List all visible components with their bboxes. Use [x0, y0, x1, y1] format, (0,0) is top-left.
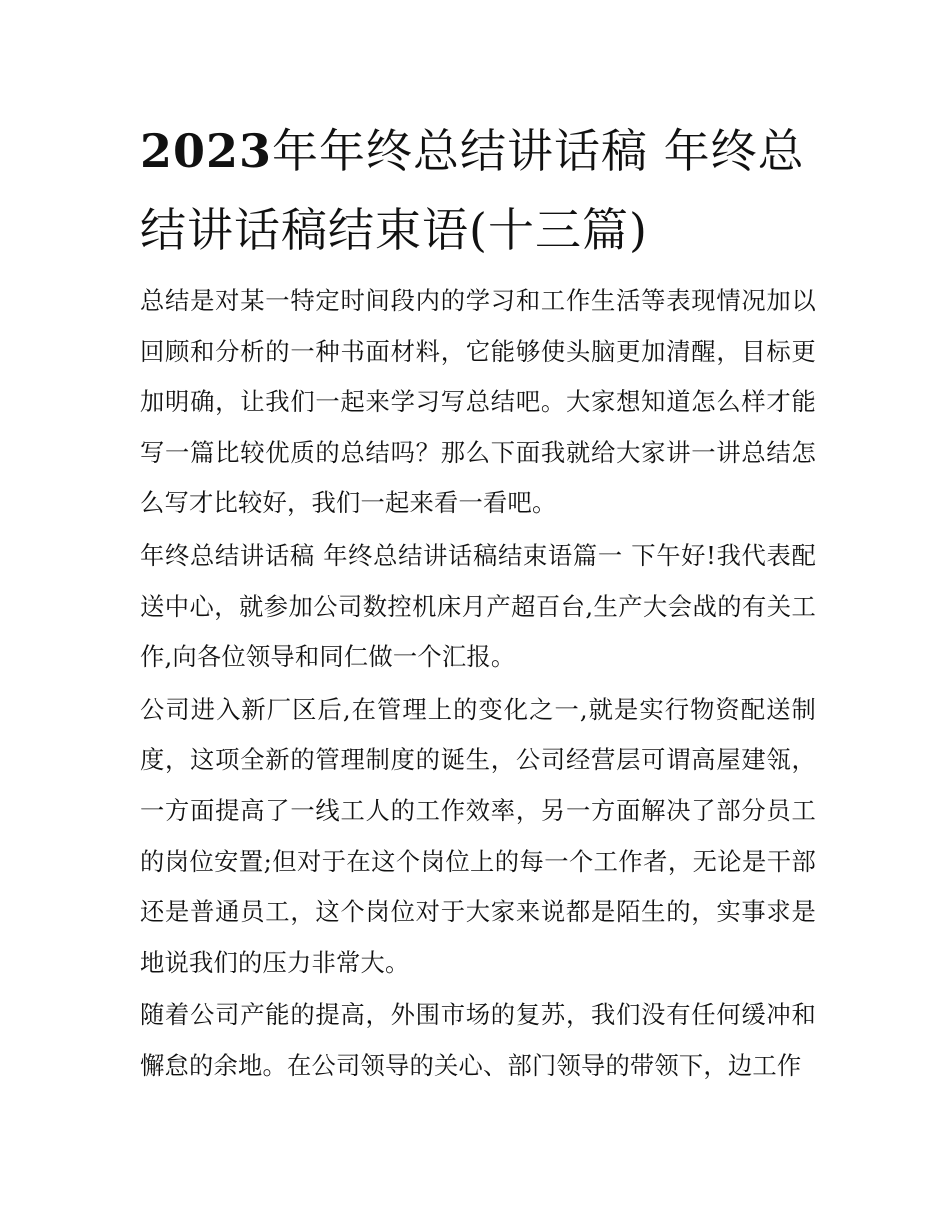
paragraph-delivery-system: 公司进入新厂区后,在管理上的变化之一,就是实行物资配送制度，这项全新的管理制度的诞生，公司经营层可谓高屋建瓴，一方面提高了一线工人的工作效率，另一方面解决了部分员工的岗位安置;但对于在这个岗位上的每一个工作者，无论是干部还是普通员工，这个岗位对于大家来说都是陌生的，实事求是地说我们的压力非常大。 — [140, 694, 816, 977]
paragraph-intro: 总结是对某一特定时间段内的学习和工作生活等表现情况加以回顾和分析的一种书面材料，它能够使头脑更加清醒，目标更加明确，让我们一起来学习写总结吧。大家想知道怎么样才能写一篇比较优质的总结吗？那么下面我就给大家讲一讲总结怎么写才比较好，我们一起来看一看吧。 — [140, 286, 816, 518]
title-text: 年年终总结讲话稿 年终总结讲话稿结束语(十三篇) — [140, 124, 805, 257]
paragraph-capacity: 随着公司产能的提高，外围市场的复苏，我们没有任何缓冲和懈怠的余地。在公司领导的关心、部门领导的带领下，边工作 — [140, 1000, 816, 1080]
title-year: 2023 — [140, 124, 273, 178]
document-body — [140, 276, 816, 1094]
document-title — [140, 112, 820, 270]
paragraph-greeting: 年终总结讲话稿 年终总结讲话稿结束语篇一 下午好!我代表配送中心，就参加公司数控机床月产超百台,生产大会战的有关工作,向各位领导和同仁做一个汇报。 — [140, 540, 816, 672]
